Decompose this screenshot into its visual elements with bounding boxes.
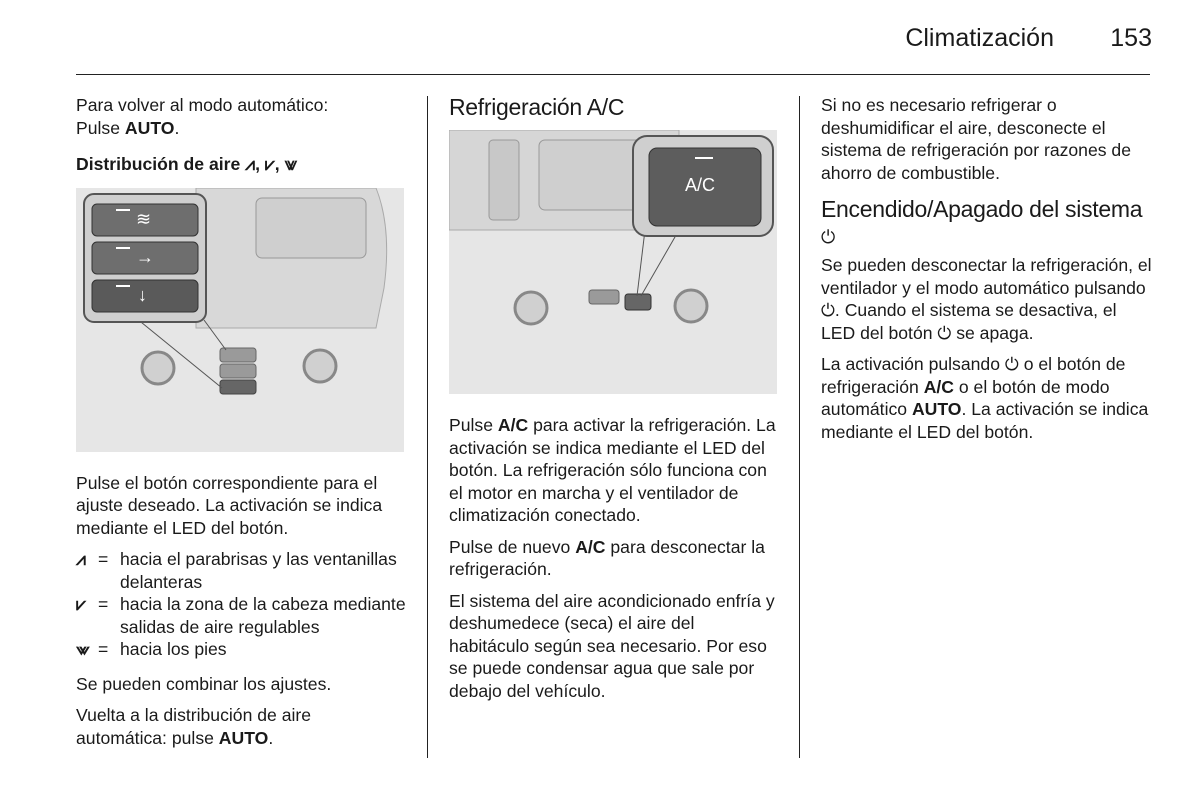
paragraph: [821, 254, 1153, 344]
power-icon: ⏻: [821, 227, 835, 247]
windshield-air-icon: ⩘: [76, 549, 86, 569]
text: o el botón de refrigeración: [821, 354, 1126, 397]
heading-text: Encendido/Apagado del sistema: [821, 196, 1143, 222]
symbol-list: [76, 548, 406, 661]
bold-text: AUTO: [124, 117, 175, 138]
head-air-icon: ⩗: [264, 154, 275, 174]
column-1: [76, 94, 406, 758]
section-heading: [76, 153, 406, 176]
text: . Cuando el sistema se desactiva, el LED del botón: [821, 300, 1117, 343]
paragraph: Se pueden combinar los ajustes.: [76, 673, 332, 694]
console-illustration: [449, 130, 777, 394]
column-divider-1: [427, 96, 428, 758]
console-illustration: [76, 188, 404, 452]
head-air-icon: ⩗: [76, 594, 86, 614]
column-2: [449, 94, 779, 711]
text: Pulse de nuevo: [449, 536, 576, 557]
text: Pulse: [76, 117, 125, 138]
paragraph: Pulse el botón correspondiente para el ajuste deseado. La activación se indica mediante el LED del botón.: [76, 472, 383, 538]
equals: =: [98, 549, 109, 569]
list-text: hacia el parabrisas y las ventanillas delanteras: [120, 549, 397, 592]
section-heading: Refrigeración A/C: [449, 94, 625, 120]
list-text: hacia los pies: [120, 639, 227, 659]
text: para desconectar la refrigeración.: [449, 536, 765, 579]
text: Para volver al modo automático:: [76, 95, 329, 115]
text: Pulse: [449, 415, 498, 435]
text: se apaga.: [951, 322, 1034, 343]
bold-text: AUTO: [911, 399, 962, 419]
bold-text: A/C: [575, 536, 606, 557]
bold-text: AUTO: [218, 727, 269, 748]
text: Vuelta a la distribución de aire automática: pulse: [76, 705, 312, 748]
ac-figure: [449, 130, 777, 394]
comma: ,: [255, 154, 260, 174]
paragraph: [449, 414, 779, 527]
page-number: 153: [1110, 24, 1152, 52]
paragraph: El sistema del aire acondicionado enfría y deshumedece (seca) el aire del habitáculo según sea necesario. Por eso se puede condensar agua que sale por debajo del vehículo.: [449, 590, 775, 701]
bold-text: A/C: [497, 415, 529, 435]
paragraph: [76, 94, 406, 139]
power-icon: ⏻: [937, 322, 952, 343]
bold-text: A/C: [923, 376, 954, 397]
list-text: hacia la zona de la cabeza mediante salidas de aire regulables: [120, 594, 406, 637]
head-button-icon: →: [136, 246, 154, 267]
column-3: [821, 94, 1153, 452]
list-item: [76, 548, 406, 593]
text: o el botón de modo automático: [821, 376, 1110, 419]
paragraph: [821, 353, 1153, 443]
text: . La activación se indica mediante el LED del botón.: [821, 399, 1149, 442]
list-item: [76, 593, 406, 638]
equals: =: [98, 594, 109, 614]
feet-air-icon: ⩖: [284, 154, 298, 174]
power-icon: ⏻: [821, 300, 835, 320]
paragraph: [76, 704, 406, 749]
equals: =: [98, 639, 109, 659]
text: Se pueden desconectar la refrigeración, el ventilador y el modo automático pulsando: [821, 255, 1152, 298]
text: para activar la refrigeración. La activación se indica mediante el LED del botón. La refrigeración sólo funciona con el motor en marcha y el ventilador de climatización conectado.: [449, 415, 776, 525]
list-item: [76, 638, 406, 661]
paragraph: Si no es necesario refrigerar o deshumidificar el aire, desconecte el sistema de refrigeración por razones de ahorro de combustible.: [821, 95, 1132, 183]
power-icon: ⏻: [1004, 354, 1019, 374]
text: La activación pulsando: [821, 354, 1005, 374]
windshield-air-icon: ⩘: [245, 154, 256, 174]
paragraph: [449, 536, 779, 581]
feet-button-icon: ↓: [138, 284, 147, 305]
column-divider-2: [799, 96, 800, 758]
windshield-button-icon: ≋: [136, 208, 152, 229]
text: .: [268, 727, 274, 748]
section-heading: [821, 196, 1153, 250]
header-rule: [76, 74, 1150, 75]
comma: ,: [274, 154, 280, 174]
feet-air-icon: ⩖: [76, 639, 90, 659]
ac-button-label: A/C: [685, 175, 716, 195]
air-distribution-figure: [76, 188, 404, 452]
heading-text: Distribución de aire: [76, 154, 241, 174]
text: .: [174, 117, 180, 138]
page-header-title: Climatización: [905, 24, 1054, 52]
